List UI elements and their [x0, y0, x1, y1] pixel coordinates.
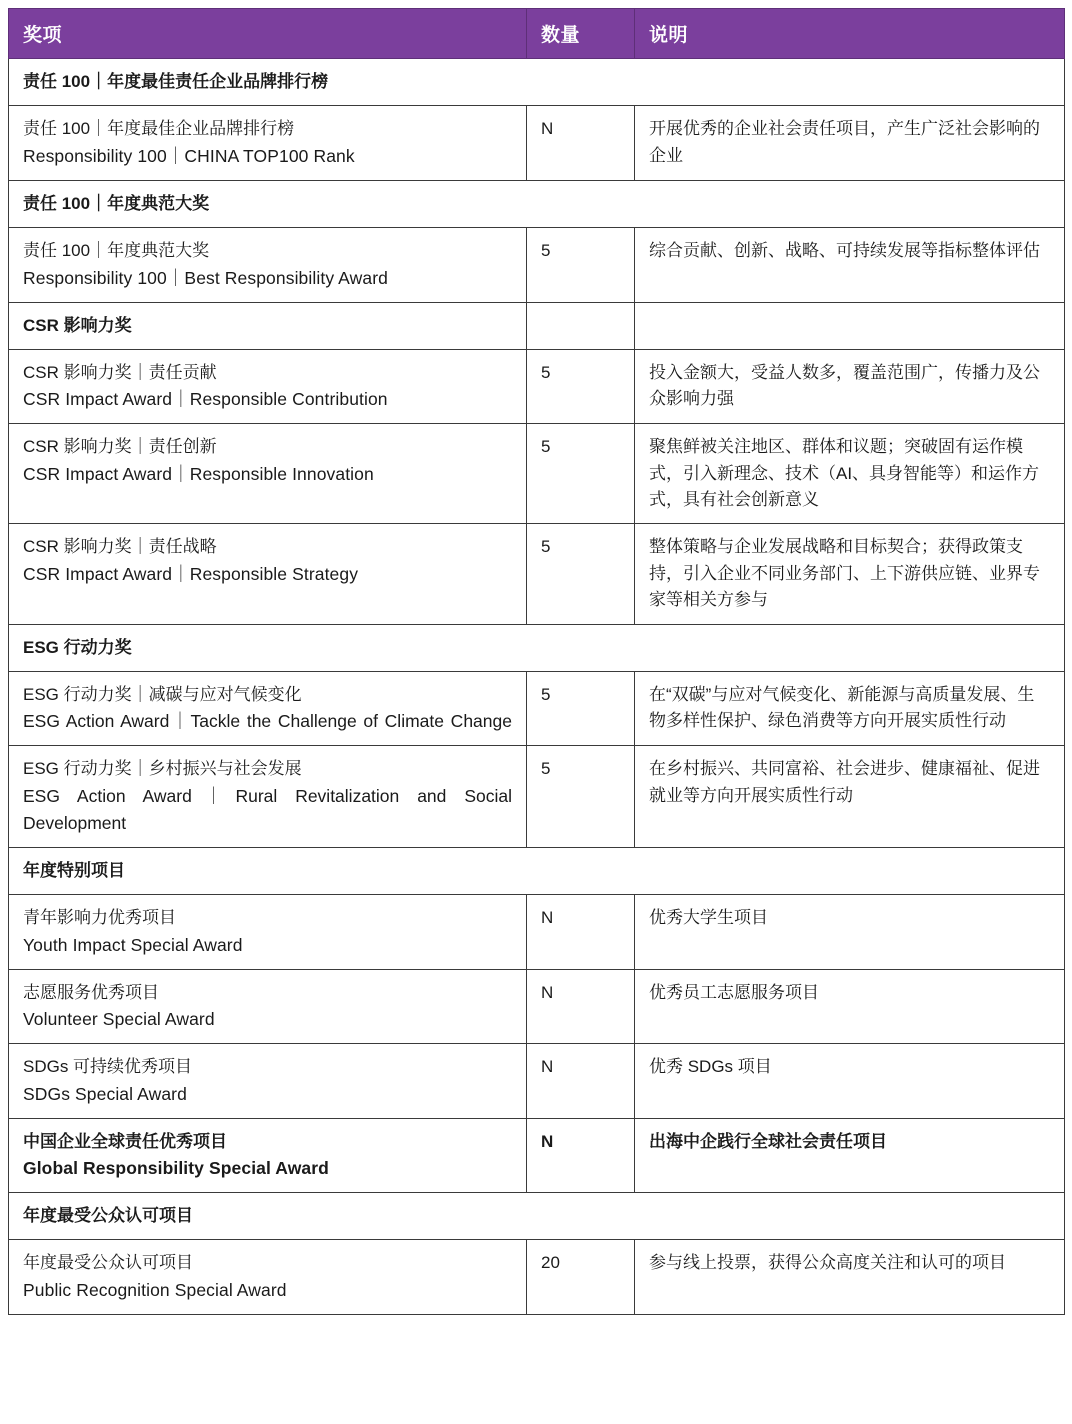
column-header-quantity: 数量: [527, 9, 635, 59]
table-row: [9, 106, 1065, 180]
quantity-cell: 20: [527, 1240, 635, 1314]
award-name-cell: [9, 746, 527, 848]
quantity-cell: N: [527, 969, 635, 1043]
award-name-cn: 志愿服务优秀项目: [23, 982, 159, 1002]
award-name-cn: CSR 影响力奖｜责任贡献: [23, 362, 217, 382]
table-row: [9, 424, 1065, 524]
description-cell: 聚焦鲜被关注地区、群体和议题；突破固有运作模式，引入新理念、技术（AI、具身智能等）和运作方式，具有社会创新意义: [635, 424, 1065, 524]
table-row: [9, 349, 1065, 423]
award-name-cn: CSR 影响力奖｜责任创新: [23, 437, 217, 457]
award-table: [8, 8, 1065, 1315]
section-title: 责任 100｜年度最佳责任企业品牌排行榜: [9, 59, 1065, 106]
table-row: [9, 847, 1065, 894]
award-name-en: CSR Impact Award｜Responsible Strategy: [23, 563, 359, 584]
table-row: [9, 969, 1065, 1043]
column-header-description: 说明: [635, 9, 1065, 59]
table-header-row: [9, 9, 1065, 59]
quantity-cell: 5: [527, 746, 635, 848]
award-name-cn: ESG 行动力奖｜减碳与应对气候变化: [23, 684, 302, 704]
section-title: 责任 100｜年度典范大奖: [9, 180, 1065, 227]
award-name-cell: [9, 671, 527, 745]
table-row: [9, 1240, 1065, 1314]
award-name-cn: 责任 100｜年度典范大奖: [23, 241, 210, 261]
award-name-cell: [9, 349, 527, 423]
award-name-cell: [9, 1240, 527, 1314]
quantity-cell: N: [527, 1118, 635, 1192]
award-name-en: ESG Action Award｜Rural Revitalization and Social Development: [23, 785, 512, 833]
table-row: [9, 1118, 1065, 1192]
award-name-cn: 责任 100｜年度最佳企业品牌排行榜: [23, 119, 295, 139]
award-name-cell: [9, 969, 527, 1043]
description-cell: 出海中企践行全球社会责任项目: [635, 1118, 1065, 1192]
table-row: [9, 1193, 1065, 1240]
section-title: 年度最受公众认可项目: [9, 1193, 1065, 1240]
quantity-cell: 5: [527, 349, 635, 423]
table-row: [9, 895, 1065, 969]
award-name-cell: [9, 228, 527, 302]
quantity-cell: 5: [527, 228, 635, 302]
description-cell: 开展优秀的企业社会责任项目，产生广泛社会影响的企业: [635, 106, 1065, 180]
award-name-en: ESG Action Award｜Tackle the Challenge of Climate Change: [23, 711, 512, 732]
table-row: [9, 228, 1065, 302]
award-name-en: Public Recognition Special Award: [23, 1279, 287, 1300]
award-name-en: Youth Impact Special Award: [23, 934, 243, 955]
award-name-en: CSR Impact Award｜Responsible Innovation: [23, 463, 374, 484]
table-row: [9, 746, 1065, 848]
award-name-en: Volunteer Special Award: [23, 1009, 215, 1030]
description-cell: 在“双碳”与应对气候变化、新能源与高质量发展、生物多样性保护、绿色消费等方向开展实质性行动: [635, 671, 1065, 745]
award-name-cell: [9, 1044, 527, 1118]
award-name-cell: [9, 106, 527, 180]
quantity-cell: 5: [527, 671, 635, 745]
award-name-cell: [9, 524, 527, 624]
award-name-en: Responsibility 100｜Best Responsibility Award: [23, 267, 388, 288]
section-title: 年度特别项目: [9, 847, 1065, 894]
table-row: [9, 524, 1065, 624]
award-name-cn: CSR 影响力奖｜责任战略: [23, 537, 217, 557]
table-row: [9, 180, 1065, 227]
award-name-en: Responsibility 100｜CHINA TOP100 Rank: [23, 145, 355, 166]
table-row: [9, 1044, 1065, 1118]
description-cell: 投入金额大，受益人数多，覆盖范围广，传播力及公众影响力强: [635, 349, 1065, 423]
description-cell: 参与线上投票，获得公众高度关注和认可的项目: [635, 1240, 1065, 1314]
award-name-cn: ESG 行动力奖｜乡村振兴与社会发展: [23, 759, 302, 779]
award-name-en: Global Responsibility Special Award: [23, 1158, 329, 1178]
award-name-cn: 年度最受公众认可项目: [23, 1253, 193, 1273]
award-name-cell: [9, 424, 527, 524]
table-row: [9, 671, 1065, 745]
description-cell: 综合贡献、创新、战略、可持续发展等指标整体评估: [635, 228, 1065, 302]
description-cell: 优秀大学生项目: [635, 895, 1065, 969]
quantity-cell: 5: [527, 424, 635, 524]
quantity-cell: N: [527, 1044, 635, 1118]
section-title: ESG 行动力奖: [9, 624, 1065, 671]
award-name-cell: [9, 895, 527, 969]
quantity-cell: [527, 302, 635, 349]
table-row: [9, 59, 1065, 106]
award-name-en: SDGs Special Award: [23, 1083, 187, 1104]
description-cell: 整体策略与企业发展战略和目标契合；获得政策支持，引入企业不同业务部门、上下游供应链、业界专家等相关方参与: [635, 524, 1065, 624]
award-name-cn: SDGs 可持续优秀项目: [23, 1057, 193, 1077]
quantity-cell: 5: [527, 524, 635, 624]
description-cell: 在乡村振兴、共同富裕、社会进步、健康福祉、促进就业等方向开展实质性行动: [635, 746, 1065, 848]
section-title: CSR 影响力奖: [9, 302, 527, 349]
description-cell: [635, 302, 1065, 349]
description-cell: 优秀 SDGs 项目: [635, 1044, 1065, 1118]
table-header: [9, 9, 1065, 59]
quantity-cell: N: [527, 106, 635, 180]
quantity-cell: N: [527, 895, 635, 969]
column-header-award: 奖项: [9, 9, 527, 59]
award-name-cn: 中国企业全球责任优秀项目: [23, 1131, 227, 1151]
table-row: [9, 302, 1065, 349]
award-name-cell: [9, 1118, 527, 1192]
table-row: [9, 624, 1065, 671]
award-name-cn: 青年影响力优秀项目: [23, 908, 176, 928]
award-name-en: CSR Impact Award｜Responsible Contribution: [23, 389, 388, 410]
table-body: [9, 59, 1065, 1315]
description-cell: 优秀员工志愿服务项目: [635, 969, 1065, 1043]
